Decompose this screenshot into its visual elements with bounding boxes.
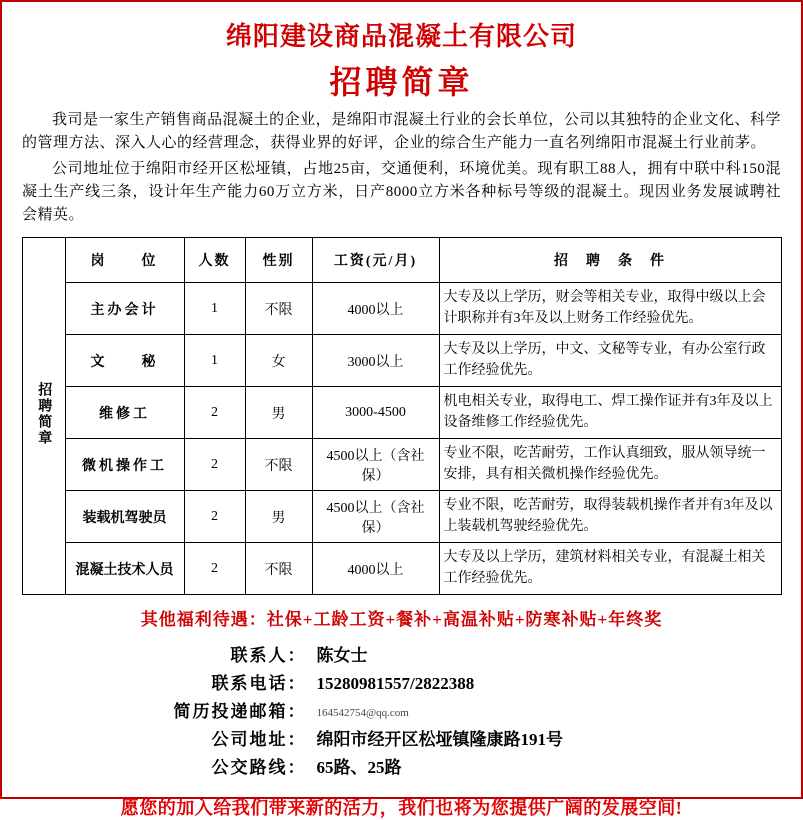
- cell-count: 2: [184, 543, 245, 595]
- page-title: 招聘简章: [329, 64, 474, 100]
- contact-row: [16, 670, 787, 698]
- cell-count: 2: [184, 491, 245, 543]
- table-row: [22, 387, 781, 439]
- cell-count: 1: [184, 335, 245, 387]
- cell-requirements: 专业不限，吃苦耐劳，取得装载机操作者并有3年及以上装载机驾驶经验优先。: [439, 491, 781, 543]
- column-header-pay: 工资(元/月): [312, 238, 439, 283]
- cell-post: 装载机驾驶员: [65, 491, 184, 543]
- table-row: [22, 439, 781, 491]
- contact-block: [16, 642, 787, 782]
- intro-paragraph-2: 公司地址位于绵阳市经开区松垭镇，占地25亩，交通便利，环境优美。现有职工88人，拥有中联中科150混凝土生产线三条，设计年生产能力60万立方米，日产8000立方米各种标号等级的混凝土。现因业务发展诚聘社会精英。: [22, 160, 781, 223]
- column-header-post: 岗 位: [65, 238, 184, 283]
- cell-post: 混凝土技术人员: [65, 543, 184, 595]
- cell-pay: 4000以上: [312, 283, 439, 335]
- contact-value: 绵阳市经开区松垭镇隆康路191号: [316, 730, 563, 750]
- cell-requirements: 大专及以上学历，中文、文秘等专业，有办公室行政工作经验优先。: [439, 335, 781, 387]
- table-side-label: 招聘简章: [22, 238, 65, 595]
- cell-post: 维修工: [65, 387, 184, 439]
- footer-slogan: 愿您的加入给我们带来新的活力，我们也将为您提供广阔的发展空间!: [120, 798, 683, 819]
- cell-post: 主办会计: [65, 283, 184, 335]
- contact-value: 65路、25路: [316, 758, 402, 778]
- cell-post: 微机操作工: [65, 439, 184, 491]
- cell-sex: 男: [245, 387, 312, 439]
- contact-row: [16, 726, 787, 754]
- contact-label: 联系人：: [230, 646, 307, 666]
- table-row: [22, 543, 781, 595]
- table-row: [22, 283, 781, 335]
- recruitment-table: [22, 237, 782, 595]
- contact-value: 15280981557/2822388: [316, 674, 475, 694]
- table-header-row: [22, 238, 781, 283]
- contact-label: 公交路线：: [211, 758, 307, 778]
- contact-row: [16, 754, 787, 782]
- cell-sex: 不限: [245, 543, 312, 595]
- contact-value-email: 164542754@qq.com: [316, 707, 409, 720]
- cell-requirements: 专业不限，吃苦耐劳，工作认真细致，服从领导统一安排，具有相关微机操作经验优先。: [439, 439, 781, 491]
- company-title: 绵阳建设商品混凝土有限公司: [225, 22, 577, 51]
- contact-value: 陈女士: [316, 646, 368, 666]
- cell-sex: 不限: [245, 283, 312, 335]
- column-header-sex: 性别: [245, 238, 312, 283]
- cell-count: 1: [184, 283, 245, 335]
- contact-label: 简历投递邮箱：: [173, 702, 307, 722]
- column-header-count: 人数: [184, 238, 245, 283]
- column-header-requirements: 招 聘 条 件: [439, 238, 781, 283]
- cell-pay: 4500以上（含社保）: [312, 439, 439, 491]
- cell-sex: 男: [245, 491, 312, 543]
- contact-row: [16, 698, 787, 726]
- cell-count: 2: [184, 439, 245, 491]
- cell-pay: 3000-4500: [312, 387, 439, 439]
- cell-sex: 女: [245, 335, 312, 387]
- cell-pay: 3000以上: [312, 335, 439, 387]
- cell-post: 文 秘: [65, 335, 184, 387]
- intro-paragraph-1: 我司是一家生产销售商品混凝土的企业，是绵阳市混凝土行业的会长单位，公司以其独特的企业文化、科学的管理方法、深入人心的经营理念，获得业界的好评，企业的综合生产能力一直名列绵阳市混凝土行业前茅。: [22, 112, 781, 152]
- cell-count: 2: [184, 387, 245, 439]
- cell-requirements: 机电相关专业，取得电工、焊工操作证并有3年及以上设备维修工作经验优先。: [439, 387, 781, 439]
- cell-pay: 4500以上（含社保）: [312, 491, 439, 543]
- table-row: [22, 335, 781, 387]
- contact-label: 联系电话：: [211, 674, 307, 694]
- cell-pay: 4000以上: [312, 543, 439, 595]
- cell-requirements: 大专及以上学历，建筑材料相关专业，有混凝土相关工作经验优先。: [439, 543, 781, 595]
- contact-row: [16, 642, 787, 670]
- table-row: [22, 491, 781, 543]
- cell-sex: 不限: [245, 439, 312, 491]
- contact-label: 公司地址：: [211, 730, 307, 750]
- benefits-line: 其他福利待遇：社保+工龄工资+餐补+高温补贴+防寒补贴+年终奖: [140, 610, 663, 630]
- cell-requirements: 大专及以上学历，财会等相关专业，取得中级以上会计职称并有3年及以上财务工作经验优先。: [439, 283, 781, 335]
